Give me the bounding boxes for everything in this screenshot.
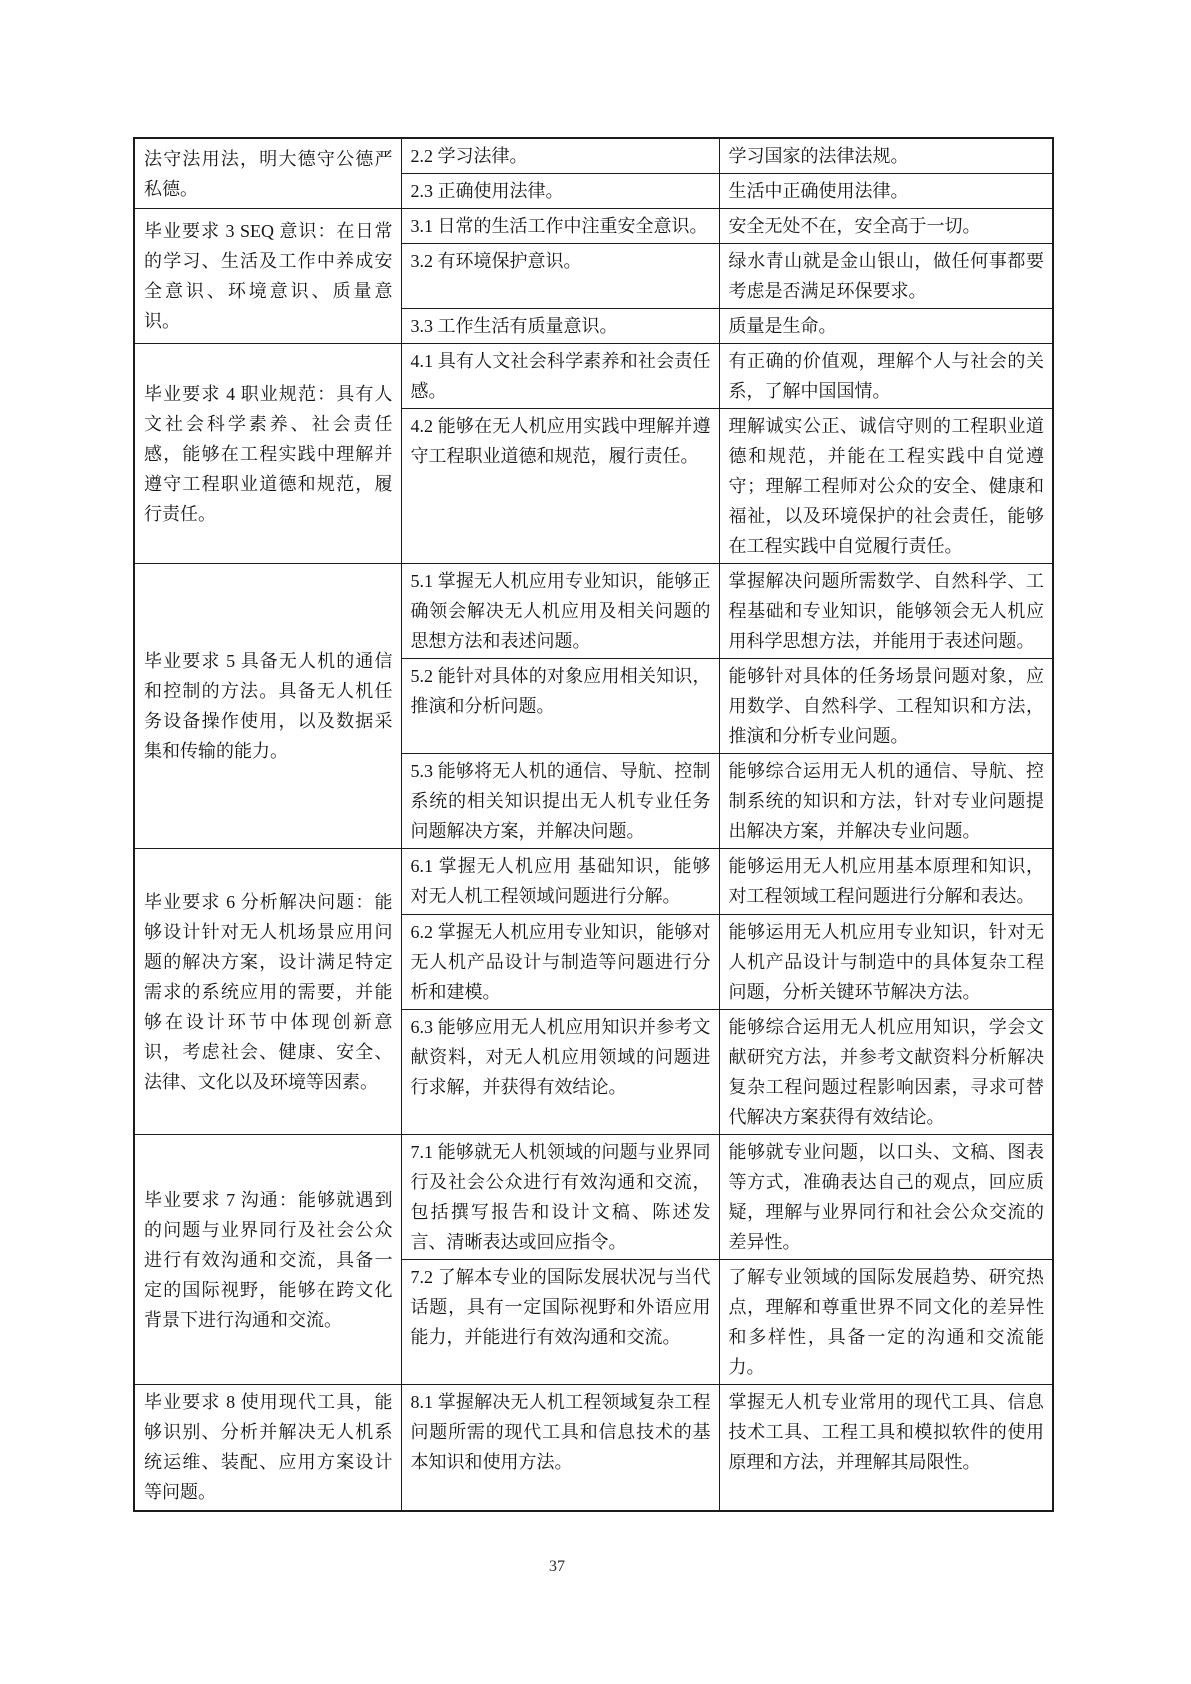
indicator-cell: 3.3 工作生活有质量意识。 — [401, 309, 719, 344]
requirement-cell: 毕业要求 4 职业规范：具有人文社会科学素养、社会责任感，能够在工程实践中理解并遵守工程职业道德和规范，履行责任。 — [134, 344, 401, 564]
indicator-cell: 7.1 能够就无人机领域的问题与业界同行及社会公众进行有效沟通和交流，包括撰写报告和设计文稿、陈述发言、清晰表达或回应指令。 — [401, 1135, 719, 1260]
requirement-cell: 法守法用法，明大德守公德严私德。 — [134, 138, 401, 209]
observation-cell: 能够运用无人机应用基本原理和知识，对工程领域工程问题进行分解和表达。 — [719, 849, 1053, 915]
table-row — [134, 138, 1053, 174]
indicator-cell: 4.1 具有人文社会科学素养和社会责任感。 — [401, 344, 719, 409]
indicator-cell: 2.3 正确使用法律。 — [401, 174, 719, 209]
requirement-cell: 毕业要求 3 SEQ 意识：在日常的学习、生活及工作中养成安全意识、环境意识、质量意识。 — [134, 209, 401, 344]
observation-cell: 能够就专业问题，以口头、文稿、图表等方式，准确表达自己的观点，回应质疑，理解与业界同行和社会公众交流的差异性。 — [719, 1135, 1053, 1260]
requirement-cell: 毕业要求 6 分析解决问题：能够设计针对无人机场景应用问题的解决方案，设计满足特定需求的系统应用的需要，并能够在设计环节中体现创新意识，考虑社会、健康、安全、法律、文化以及环境等因素。 — [134, 849, 401, 1135]
observation-cell: 有正确的价值观，理解个人与社会的关系，了解中国国情。 — [719, 344, 1053, 409]
indicator-cell: 3.2 有环境保护意识。 — [401, 244, 719, 309]
indicator-cell: 5.2 能针对具体的对象应用相关知识，推演和分析问题。 — [401, 659, 719, 754]
requirement-cell: 毕业要求 8 使用现代工具，能够识别、分析并解决无人机系统运维、装配、应用方案设计等问题。 — [134, 1385, 401, 1511]
indicator-cell: 2.2 学习法律。 — [401, 138, 719, 174]
observation-cell: 安全无处不在，安全高于一切。 — [719, 209, 1053, 244]
indicator-cell: 5.3 能够将无人机的通信、导航、控制系统的相关知识提出无人机专业任务问题解决方案，并解决问题。 — [401, 754, 719, 849]
observation-cell: 能够综合运用无人机的通信、导航、控制系统的知识和方法，针对专业问题提出解决方案，并解决专业问题。 — [719, 754, 1053, 849]
requirement-cell: 毕业要求 5 具备无人机的通信和控制的方法。具备无人机任务设备操作使用，以及数据采集和传输的能力。 — [134, 564, 401, 849]
indicator-cell: 7.2 了解本专业的国际发展状况与当代话题，具有一定国际视野和外语应用能力，并能进行有效沟通和交流。 — [401, 1260, 719, 1385]
table-row — [134, 209, 1053, 244]
observation-cell: 质量是生命。 — [719, 309, 1053, 344]
table-row — [134, 564, 1053, 659]
table-row — [134, 1385, 1053, 1511]
observation-cell: 绿水青山就是金山银山，做任何事都要考虑是否满足环保要求。 — [719, 244, 1053, 309]
graduation-requirements-table — [133, 137, 1054, 1512]
observation-cell: 能够针对具体的任务场景问题对象，应用数学、自然科学、工程知识和方法，推演和分析专业问题。 — [719, 659, 1053, 754]
table-row — [134, 344, 1053, 409]
indicator-cell: 3.1 日常的生活工作中注重安全意识。 — [401, 209, 719, 244]
table-row — [134, 1135, 1053, 1260]
indicator-cell: 5.1 掌握无人机应用专业知识，能够正确领会解决无人机应用及相关问题的思想方法和表述问题。 — [401, 564, 719, 659]
table-row — [134, 849, 1053, 915]
indicator-cell: 6.1 掌握无人机应用 基础知识，能够对无人机工程领域问题进行分解。 — [401, 849, 719, 915]
indicator-cell: 4.2 能够在无人机应用实践中理解并遵守工程职业道德和规范，履行责任。 — [401, 409, 719, 564]
observation-cell: 了解专业领域的国际发展趋势、研究热点，理解和尊重世界不同文化的差异性和多样性，具备一定的沟通和交流能力。 — [719, 1260, 1053, 1385]
observation-cell: 学习国家的法律法规。 — [719, 138, 1053, 174]
observation-cell: 能够运用无人机应用专业知识，针对无人机产品设计与制造中的具体复杂工程问题，分析关键环节解决方法。 — [719, 915, 1053, 1010]
indicator-cell: 8.1 掌握解决无人机工程领域复杂工程问题所需的现代工具和信息技术的基本知识和使用方法。 — [401, 1385, 719, 1511]
observation-cell: 掌握无人机专业常用的现代工具、信息技术工具、工程工具和模拟软件的使用原理和方法，并理解其局限性。 — [719, 1385, 1053, 1511]
observation-cell: 理解诚实公正、诚信守则的工程职业道德和规范，并能在工程实践中自觉遵守；理解工程师对公众的安全、健康和福祉，以及环境保护的社会责任，能够在工程实践中自觉履行责任。 — [719, 409, 1053, 564]
requirement-cell: 毕业要求 7 沟通：能够就遇到的问题与业界同行及社会公众进行有效沟通和交流，具备一定的国际视野，能够在跨文化背景下进行沟通和交流。 — [134, 1135, 401, 1385]
observation-cell: 生活中正确使用法律。 — [719, 174, 1053, 209]
observation-cell: 掌握解决问题所需数学、自然科学、工程基础和专业知识，能够领会无人机应用科学思想方法，并能用于表述问题。 — [719, 564, 1053, 659]
page-number: 37 — [549, 1558, 565, 1575]
observation-cell: 能够综合运用无人机应用知识，学会文献研究方法，并参考文献资料分析解决复杂工程问题过程影响因素，寻求可替代解决方案获得有效结论。 — [719, 1010, 1053, 1135]
indicator-cell: 6.3 能够应用无人机应用知识并参考文献资料，对无人机应用领域的问题进行求解，并获得有效结论。 — [401, 1010, 719, 1135]
indicator-cell: 6.2 掌握无人机应用专业知识，能够对无人机产品设计与制造等问题进行分析和建模。 — [401, 915, 719, 1010]
